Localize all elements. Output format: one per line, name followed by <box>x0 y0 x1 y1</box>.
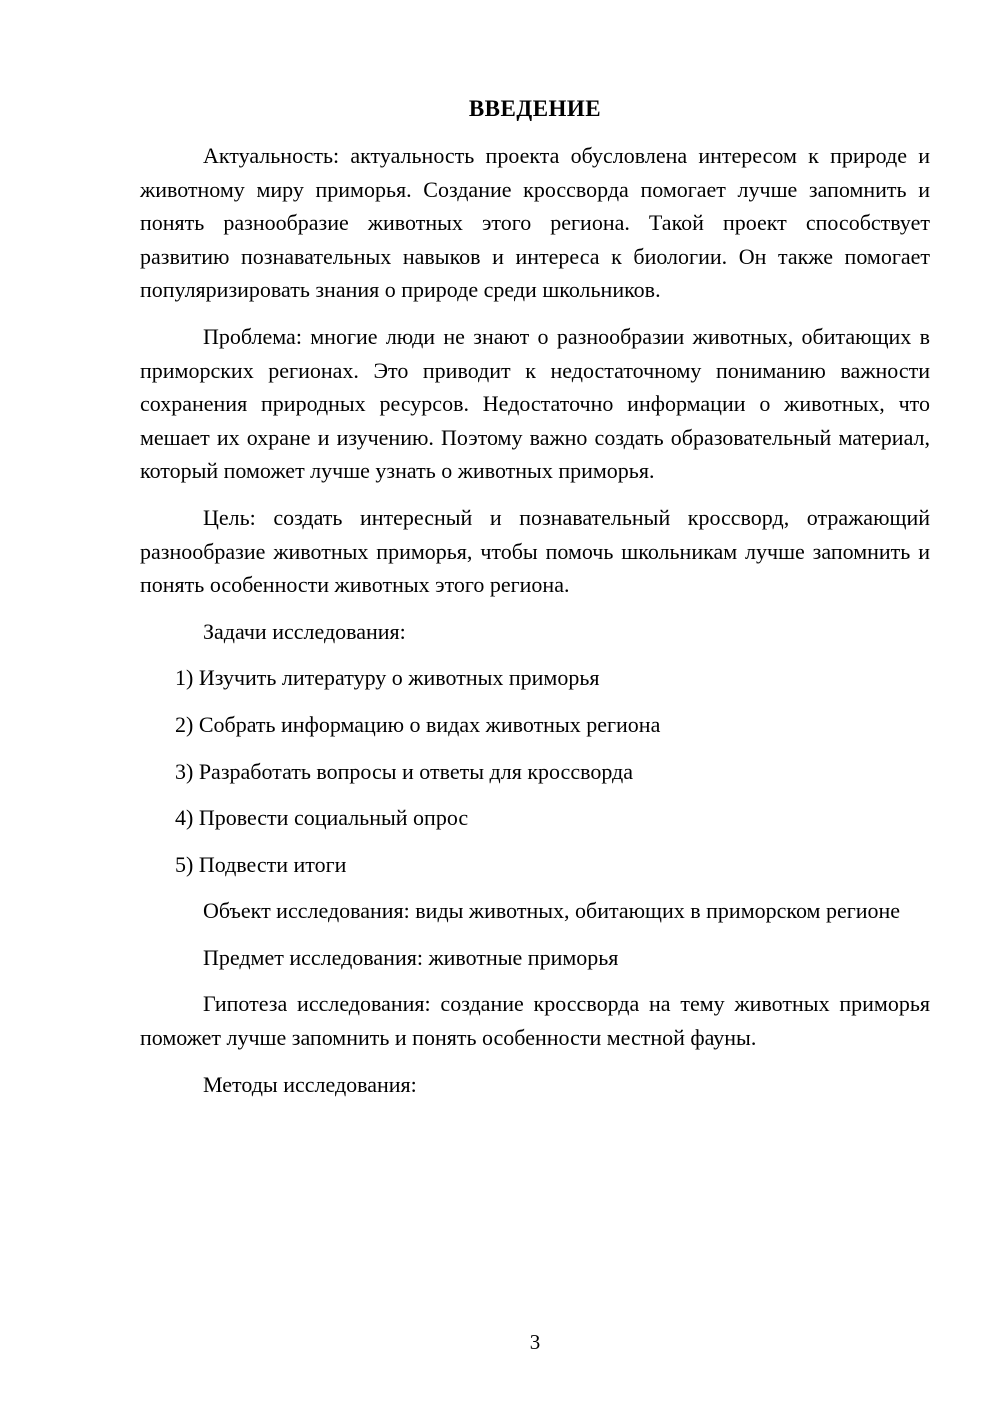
task-item-3: 3) Разработать вопросы и ответы для кроссворда <box>175 758 633 784</box>
paragraph-goal: Цель: создать интересный и познавательный кроссворд, отражающий разнообразие животных приморья, чтобы помочь школьникам лучше запомнить и понять особенности животных этого региона. <box>140 504 930 598</box>
page-number: 3 <box>529 1330 541 1354</box>
tasks-heading: Задачи исследования: <box>203 618 406 644</box>
task-item-2: 2) Собрать информацию о видах животных региона <box>175 711 661 737</box>
paragraph-hypothesis: Гипотеза исследования: создание кроссворда на тему животных приморья поможет лучше запомнить и понять особенности местной фауны. <box>140 991 930 1051</box>
task-item-4: 4) Провести социальный опрос <box>175 805 469 831</box>
page-title: ВВЕДЕНИЕ <box>468 96 602 121</box>
paragraph-problem: Проблема: многие люди не знают о разнообразии животных, обитающих в приморских регионах. Это приводит к недостаточному пониманию важности сохранения природных ресурсов. Недостаточно информации о животных, что мешает их охране и изучению. Поэтому важно создать образовательный материал, который поможет лучше узнать о животных приморья. <box>140 323 930 484</box>
paragraph-subject: Предмет исследования: животные приморья <box>203 944 619 970</box>
paragraph-object: Объект исследования: виды животных, обитающих в приморском регионе <box>203 898 901 924</box>
document-content <box>140 92 930 1114</box>
methods-heading: Методы исследования: <box>203 1071 417 1097</box>
paragraph-relevance: Актуальность: актуальность проекта обусловлена интересом к природе и животному миру приморья. Создание кроссворда помогает лучше запомнить и понять разнообразие животных этого региона. Такой проект способствует развитию познавательных навыков и интереса к биологии. Он также помогает популяризировать знания о природе среди школьников. <box>140 143 930 303</box>
task-item-1: 1) Изучить литературу о животных приморья <box>175 665 600 691</box>
task-item-5: 5) Подвести итоги <box>175 851 347 877</box>
